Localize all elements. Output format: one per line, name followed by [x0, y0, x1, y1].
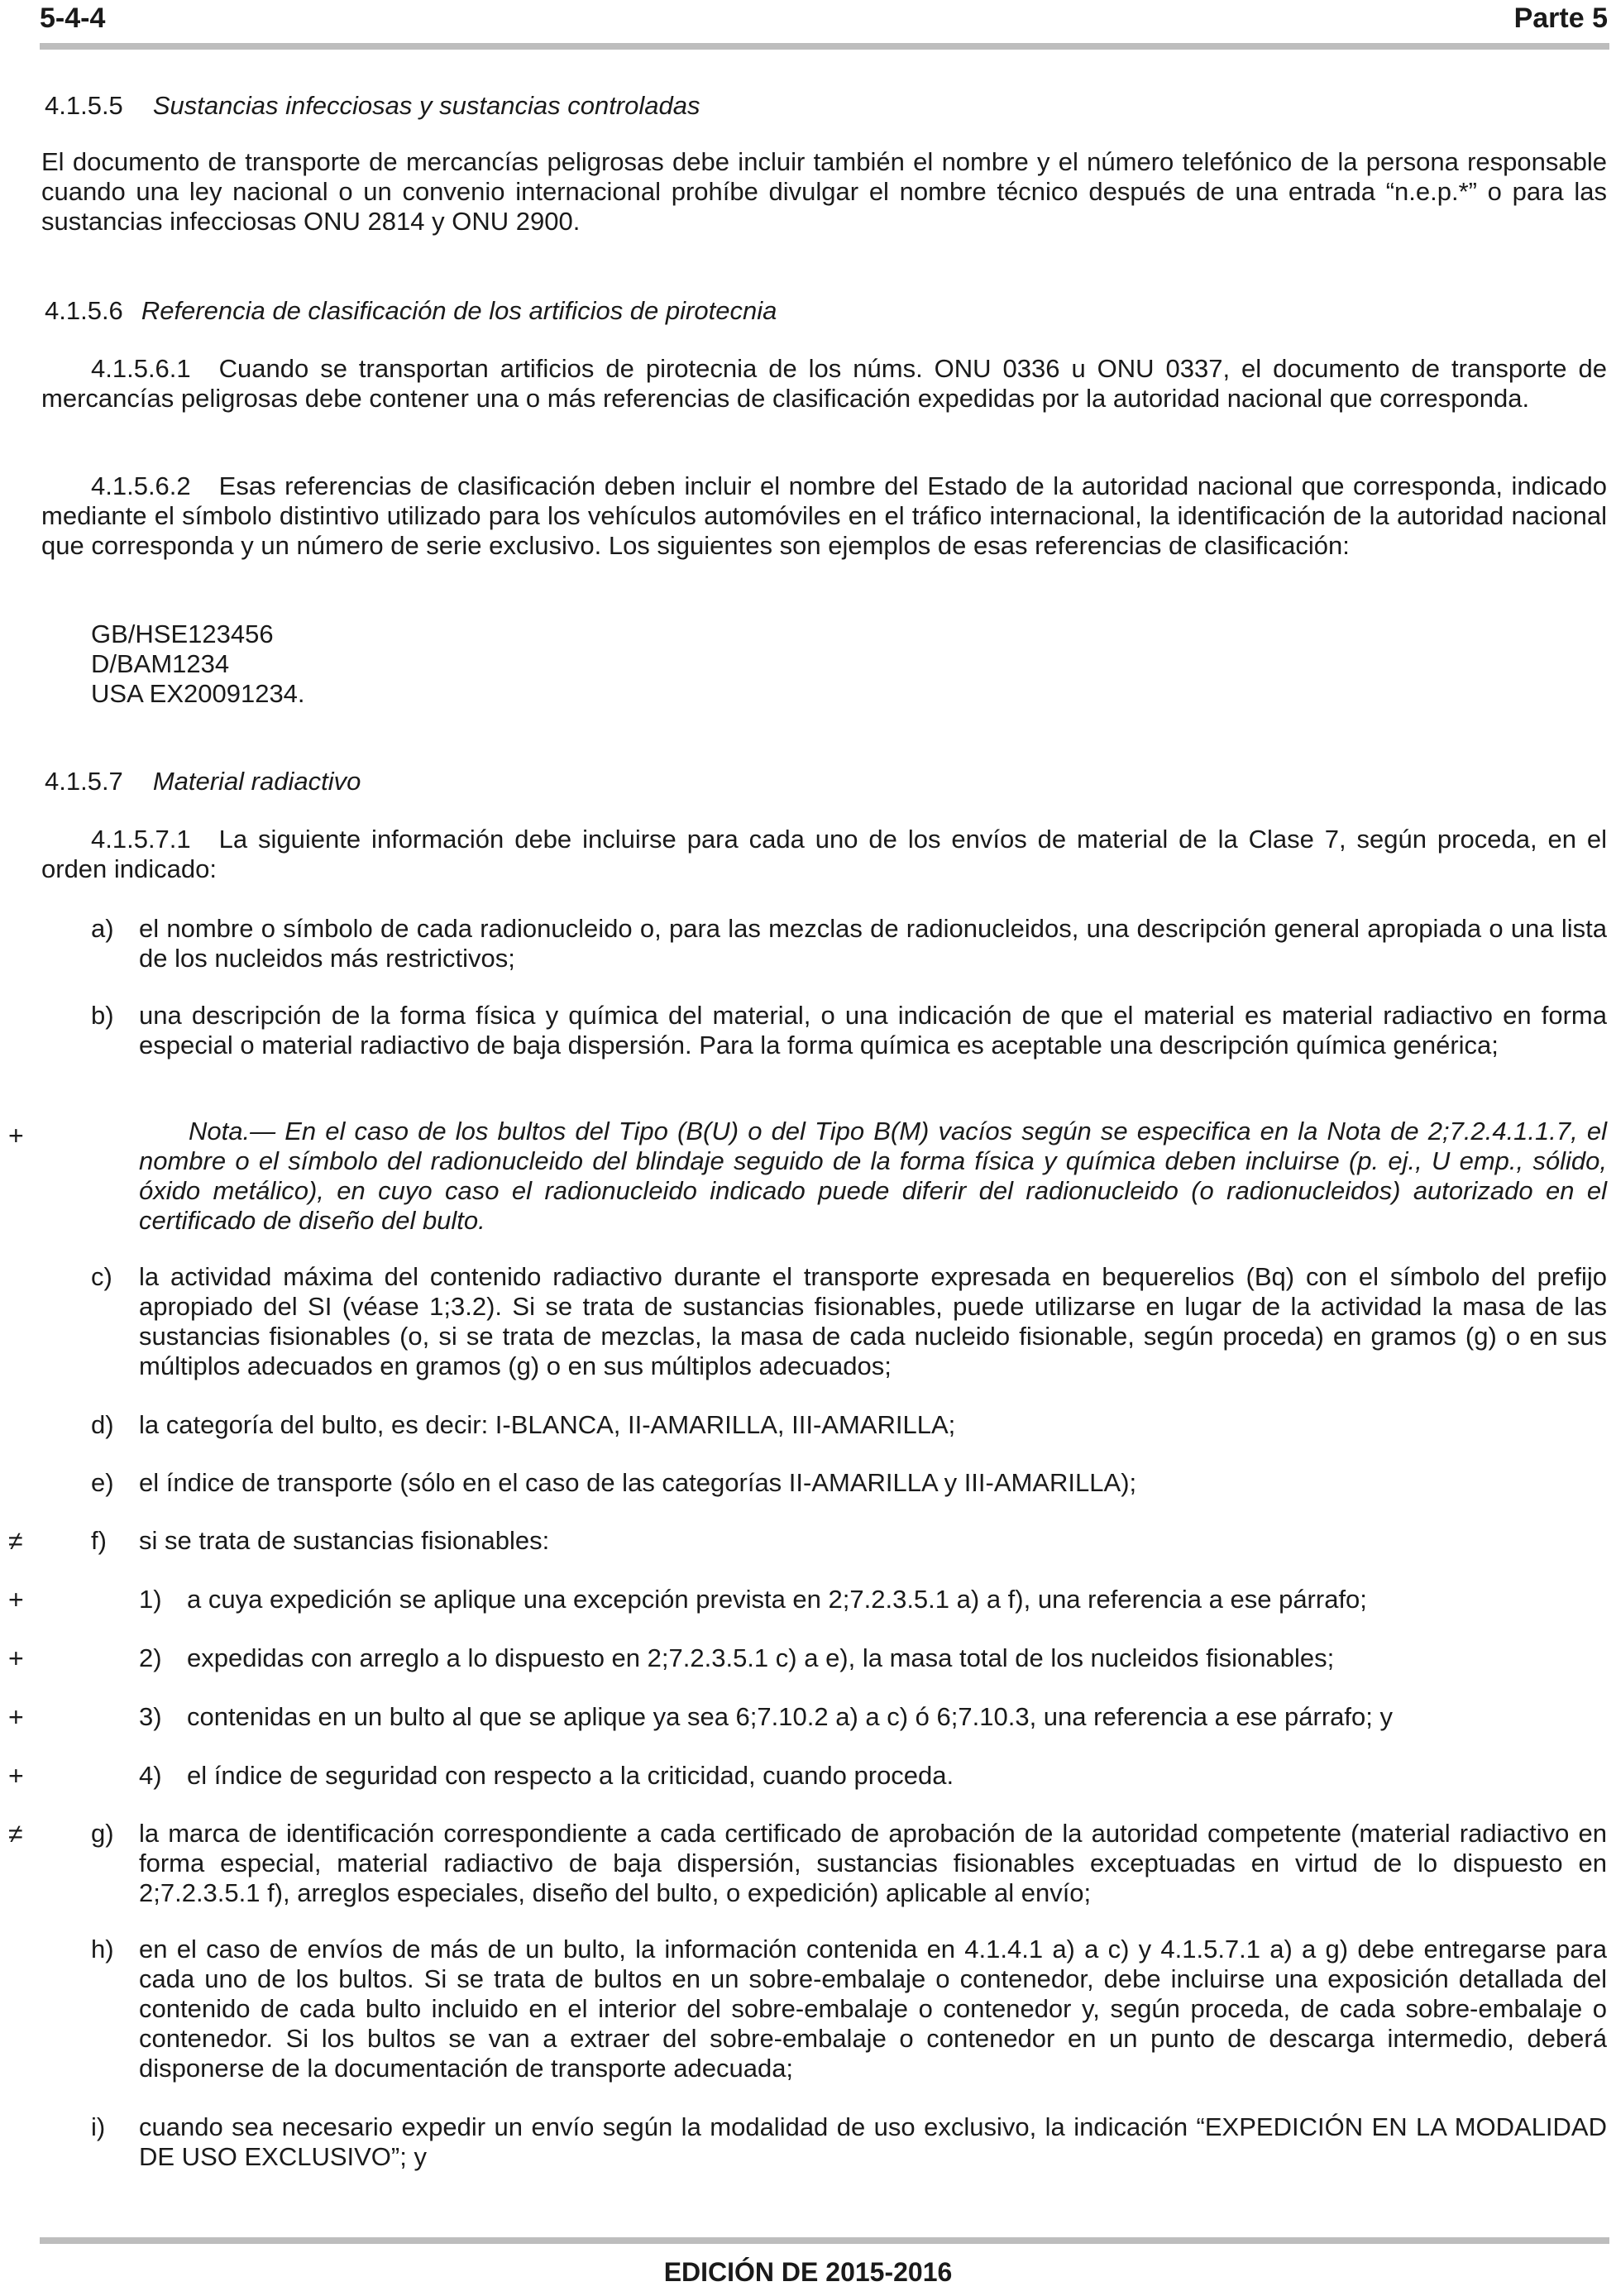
- section-number: 4.1.5.6: [45, 296, 123, 325]
- paragraph-text: Esas referencias de clasificación deben incluir el nombre del Estado de la autoridad nacional que corresponda, indicado mediante el símbolo distintivo utilizado para los vehículos automóviles en el tráfico internacional, la identificación de la autoridad nacional que corresponda y un número de serie exclusivo. Los siguientes son ejemplos de esas referencias de clasificación:: [41, 471, 1607, 560]
- section-heading: [45, 767, 1610, 796]
- page-number: 5-4-4: [40, 2, 106, 34]
- list-item: expedidas con arreglo a lo dispuesto en 2;7.2.3.5.1 c) a e), la masa total de los nucleidos fisionables;: [187, 1643, 1335, 1672]
- section-title: Material radiactivo: [152, 767, 361, 796]
- section-number: 4.1.5.7: [45, 767, 123, 796]
- list-item: una descripción de la forma física y química del material, o una indicación de que el material es material radiactivo en forma especial o material radiactivo de baja dispersión. Para la forma química es aceptable una descripción química genérica;: [139, 1001, 1607, 1060]
- list-item: el índice de transporte (sólo en el caso de las categorías II-AMARILLA y III-AMARILLA);: [139, 1468, 1137, 1497]
- list-label: f): [91, 1526, 107, 1555]
- list-item: contenidas en un bulto al que se aplique ya sea 6;7.10.2 a) a c) ó 6;7.10.3, una referencia a ese párrafo; y: [187, 1702, 1393, 1731]
- part-label: Parte 5: [1513, 2, 1608, 34]
- section-heading: [45, 91, 1610, 121]
- list-label: d): [91, 1410, 114, 1439]
- list-item: en el caso de envíos de más de un bulto, la información contenida en 4.1.4.1 a) a c) y 4.1.5.7.1 a) a g) debe entregarse para cada uno de los bultos. Si se trata de bultos en un sobre-embalaje o contenedor, debe incluirse una exposición detallada del contenido de cada bulto incluido en el interior del sobre-embalaje o contenedor y, según proceda, de cada sobre-embalaje o contenedor. Si los bultos se van a extraer del sobre-embalaje o contenedor en un punto de descarga intermedio, deberá disponerse de la documentación de transporte adecuada;: [139, 1935, 1607, 2083]
- paragraph-number: 4.1.5.7.1: [91, 825, 191, 854]
- list-label: h): [91, 1935, 114, 1964]
- list-label: 4): [139, 1761, 162, 1790]
- revision-marker: ≠: [8, 1819, 23, 1849]
- section-number: 4.1.5.5: [45, 91, 123, 120]
- edition-footer: EDICIÓN DE 2015-2016: [663, 2257, 953, 2287]
- example-reference: GB/HSE123456: [91, 619, 274, 648]
- list-item: la marca de identificación correspondiente a cada certificado de aprobación de la autoridad competente (material radiactivo en forma especial, material radiactivo de baja dispersión, sustancias fisionables exceptuadas en virtud de lo dispuesto en 2;7.2.3.5.1 f), arreglos especiales, diseño del bulto, o expedición) aplicable al envío;: [139, 1819, 1607, 1907]
- paragraph: [41, 825, 1607, 884]
- list-label: e): [91, 1468, 114, 1497]
- section-heading: [45, 296, 1610, 326]
- list-label: i): [91, 2112, 106, 2141]
- example-reference: D/BAM1234: [91, 649, 230, 678]
- example-reference: USA EX20091234.: [91, 679, 305, 708]
- paragraph: [41, 471, 1607, 561]
- list-item: la actividad máxima del contenido radiactivo durante el transporte expresada en bequerelios (Bq) con el símbolo del prefijo apropiado del SI (véase 1;3.2). Si se trata de sustancias fisionables, puede utilizarse en lugar de la actividad la masa de las sustancias fisionables (o, si se trata de mezclas, la masa de cada nucleido fisionable, según proceda) en gramos (g) o en sus múltiplos adecuados en gramos (g) o en sus múltiplos adecuados;: [139, 1262, 1607, 1380]
- list-item: si se trata de sustancias fisionables:: [139, 1526, 550, 1555]
- paragraph: [41, 354, 1607, 414]
- section-title: Referencia de clasificación de los artificios de pirotecnia: [141, 296, 777, 325]
- section-title: Sustancias infecciosas y sustancias controladas: [152, 91, 700, 120]
- list-label: 3): [139, 1702, 162, 1731]
- list-label: 2): [139, 1643, 162, 1672]
- list-label: b): [91, 1001, 114, 1030]
- paragraph-text: Cuando se transportan artificios de pirotecnia de los núms. ONU 0336 u ONU 0337, el documento de transporte de mercancías peligrosas debe contener una o más referencias de clasificación expedidas por la autoridad nacional que corresponda.: [41, 354, 1607, 413]
- note-text: Nota.— En el caso de los bultos del Tipo (B(U) o del Tipo B(M) vacíos según se especifica en la Nota de 2;7.2.4.1.1.7, el nombre o el símbolo del radionucleido del blindaje seguido de la forma física y química deben incluirse (p. ej., U emp., sólido, óxido metálico), en cuyo caso el radionucleido indicado puede diferir del radionucleido (o radionucleidos) autorizado en el certificado de diseño del bulto.: [139, 1117, 1607, 1235]
- paragraph: El documento de transporte de mercancías peligrosas debe incluir también el nombre y el número telefónico de la persona responsable cuando una ley nacional o un convenio internacional prohíbe divulgar el nombre técnico después de una entrada “n.e.p.*” o para las sustancias infecciosas ONU 2814 y ONU 2900.: [41, 147, 1607, 236]
- page-header: [40, 2, 1608, 35]
- paragraph-text: La siguiente información debe incluirse para cada uno de los envíos de material de la Clase 7, según proceda, en el orden indicado:: [41, 825, 1607, 883]
- revision-marker: ≠: [8, 1526, 23, 1556]
- revision-marker: +: [8, 1585, 24, 1614]
- revision-marker: +: [8, 1702, 24, 1732]
- revision-marker: +: [8, 1643, 24, 1673]
- list-label: a): [91, 914, 114, 943]
- list-label: g): [91, 1819, 114, 1848]
- list-label: 1): [139, 1585, 162, 1614]
- list-item: a cuya expedición se aplique una excepción prevista en 2;7.2.3.5.1 a) a f), una referencia a ese párrafo;: [187, 1585, 1367, 1614]
- note: [139, 1117, 1607, 1236]
- revision-marker: +: [8, 1121, 24, 1150]
- paragraph-number: 4.1.5.6.1: [91, 354, 191, 383]
- list-item: cuando sea necesario expedir un envío según la modalidad de uso exclusivo, la indicación “EXPEDICIÓN EN LA MODALIDAD DE USO EXCLUSIVO”; y: [139, 2112, 1607, 2171]
- revision-marker: +: [8, 1761, 24, 1791]
- list-item: el índice de seguridad con respecto a la criticidad, cuando proceda.: [187, 1761, 954, 1790]
- footer-rule: [40, 2237, 1609, 2244]
- paragraph-number: 4.1.5.6.2: [91, 471, 191, 500]
- header-rule: [40, 43, 1609, 50]
- list-item: el nombre o símbolo de cada radionucleido o, para las mezclas de radionucleidos, una descripción general apropiada o una lista de los nucleidos más restrictivos;: [139, 914, 1607, 973]
- list-item: la categoría del bulto, es decir: I-BLANCA, II-AMARILLA, III-AMARILLA;: [139, 1410, 956, 1439]
- list-label: c): [91, 1262, 112, 1291]
